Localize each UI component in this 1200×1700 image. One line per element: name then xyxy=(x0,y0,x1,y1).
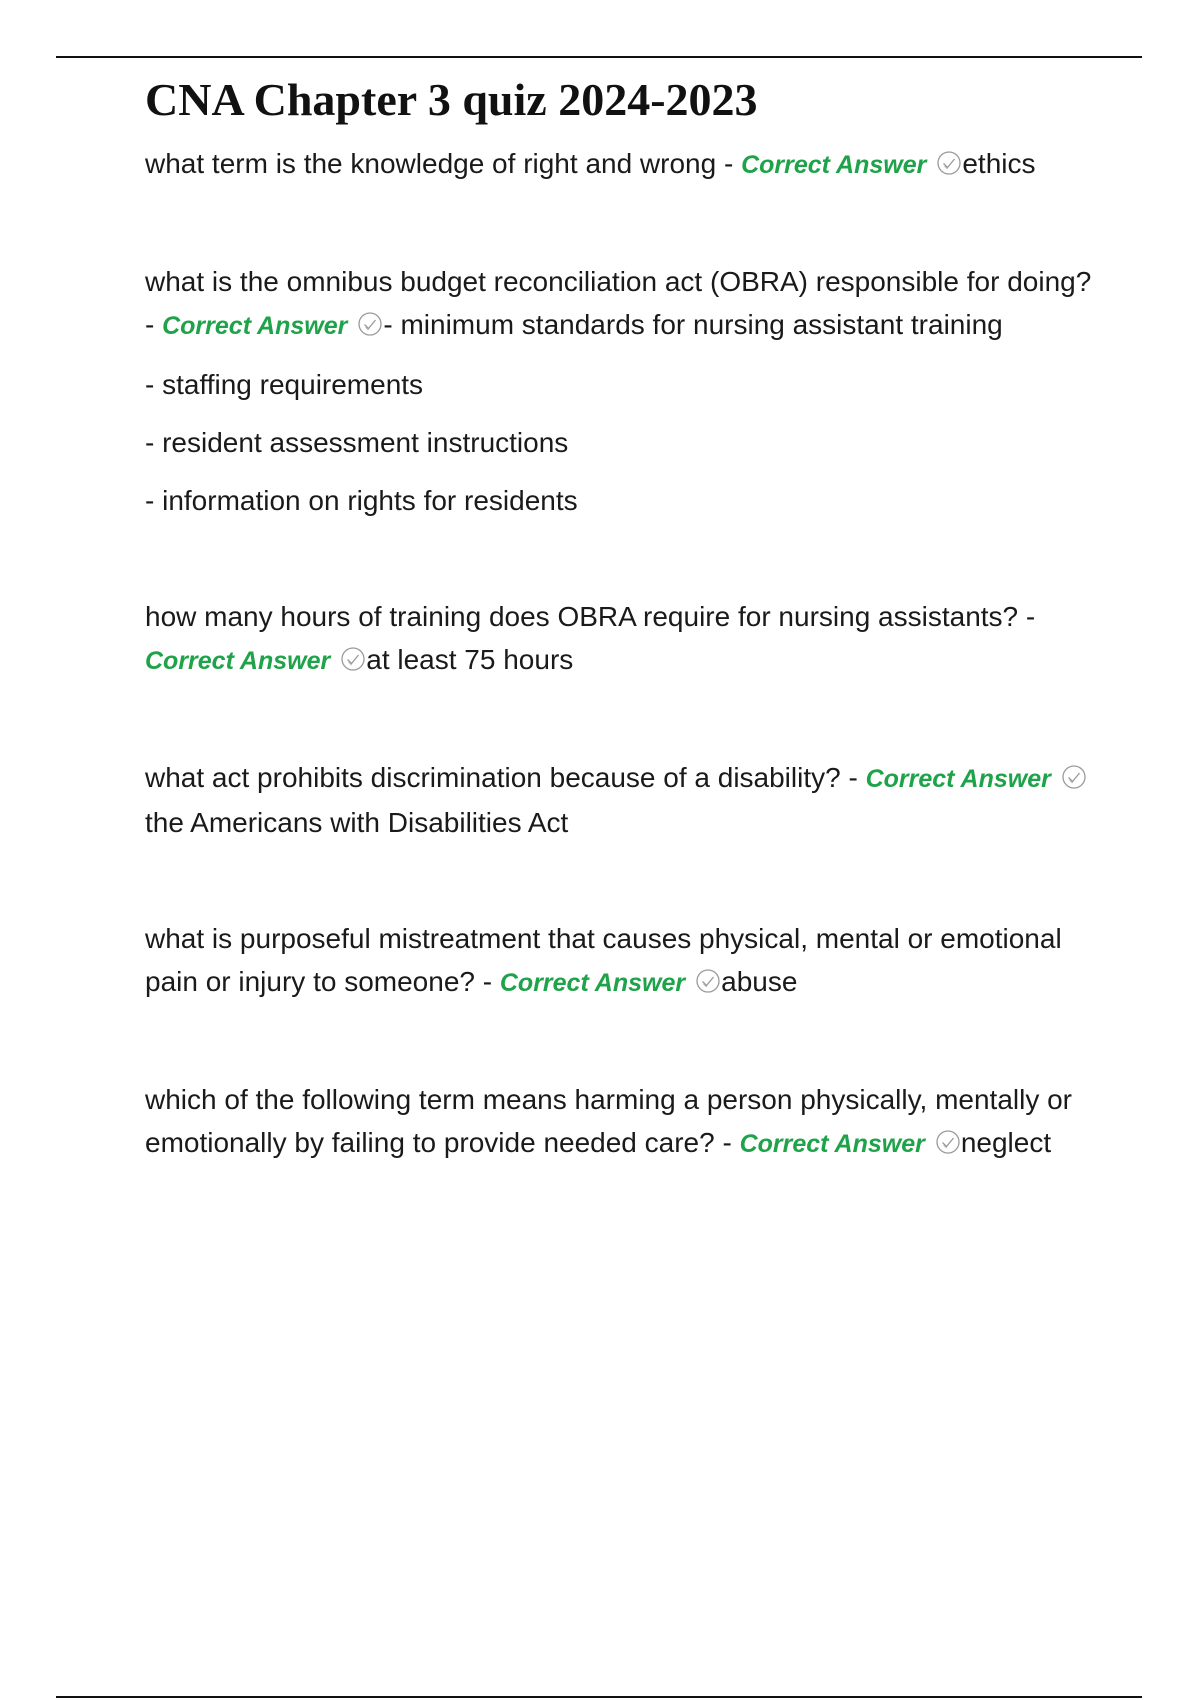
check-circle-icon xyxy=(695,968,721,994)
qa-item xyxy=(145,1078,1105,1166)
answer-text: at least 75 hours xyxy=(366,644,574,675)
correct-answer-label: Correct Answer xyxy=(499,969,686,997)
correct-answer-label: Correct Answer xyxy=(162,312,348,340)
answer-extra-line: - staffing requirements xyxy=(145,369,424,400)
separator: - xyxy=(1018,601,1036,632)
correct-answer-label: Correct Answer xyxy=(741,151,927,179)
answer-extra-line: - information on rights for residents xyxy=(145,485,578,516)
top-rule xyxy=(56,56,1142,58)
separator: - xyxy=(714,1127,740,1158)
answer-text: ethics xyxy=(962,148,1036,179)
page-title: CNA Chapter 3 quiz 2024-2023 xyxy=(145,74,758,125)
qa-item xyxy=(145,260,1105,522)
check-circle-icon xyxy=(936,150,962,176)
document-body xyxy=(145,72,1105,1166)
question-text: what term is the knowledge of right and wrong xyxy=(145,148,717,179)
question-text: what act prohibits discrimination because of a disability? xyxy=(145,762,841,793)
qa-item xyxy=(145,756,1105,844)
qa-line xyxy=(145,1078,1105,1166)
bottom-rule xyxy=(56,1696,1142,1698)
answer-text: the Americans with Disabilities Act xyxy=(145,807,569,838)
separator: - xyxy=(716,148,742,179)
answer-text: neglect xyxy=(960,1127,1052,1158)
check-circle-icon xyxy=(357,311,383,337)
answer-text: - minimum standards for nursing assistant training xyxy=(383,309,1003,340)
qa-item xyxy=(145,917,1105,1005)
qa-line xyxy=(145,142,1105,187)
correct-answer-label: Correct Answer xyxy=(145,647,331,675)
separator: - xyxy=(145,309,163,340)
question-text: which of the following term means harming a person physically, mentally or emotionally by failing to provide needed care? xyxy=(145,1084,1073,1158)
correct-answer-label: Correct Answer xyxy=(739,1130,925,1158)
answer-extra-line: - resident assessment instructions xyxy=(145,427,569,458)
check-circle-icon xyxy=(935,1129,961,1155)
question-text: how many hours of training does OBRA require for nursing assistants? xyxy=(145,601,1019,632)
question-text: what is purposeful mistreatment that causes physical, mental or emotional pain or injury to someone? xyxy=(145,923,1062,997)
separator: - xyxy=(474,966,500,997)
correct-answer-label: Correct Answer xyxy=(865,765,1051,793)
check-circle-icon xyxy=(340,646,366,672)
qa-line xyxy=(145,756,1105,844)
qa-item xyxy=(145,142,1105,187)
qa-line xyxy=(145,595,1105,683)
separator: - xyxy=(840,762,866,793)
answer-text: abuse xyxy=(721,966,798,997)
qa-line xyxy=(145,917,1105,1005)
qa-line xyxy=(145,260,1105,348)
check-circle-icon xyxy=(1061,764,1087,790)
qa-item xyxy=(145,595,1105,683)
question-text: what is the omnibus budget reconciliation act (OBRA) responsible for doing? xyxy=(145,266,1092,297)
